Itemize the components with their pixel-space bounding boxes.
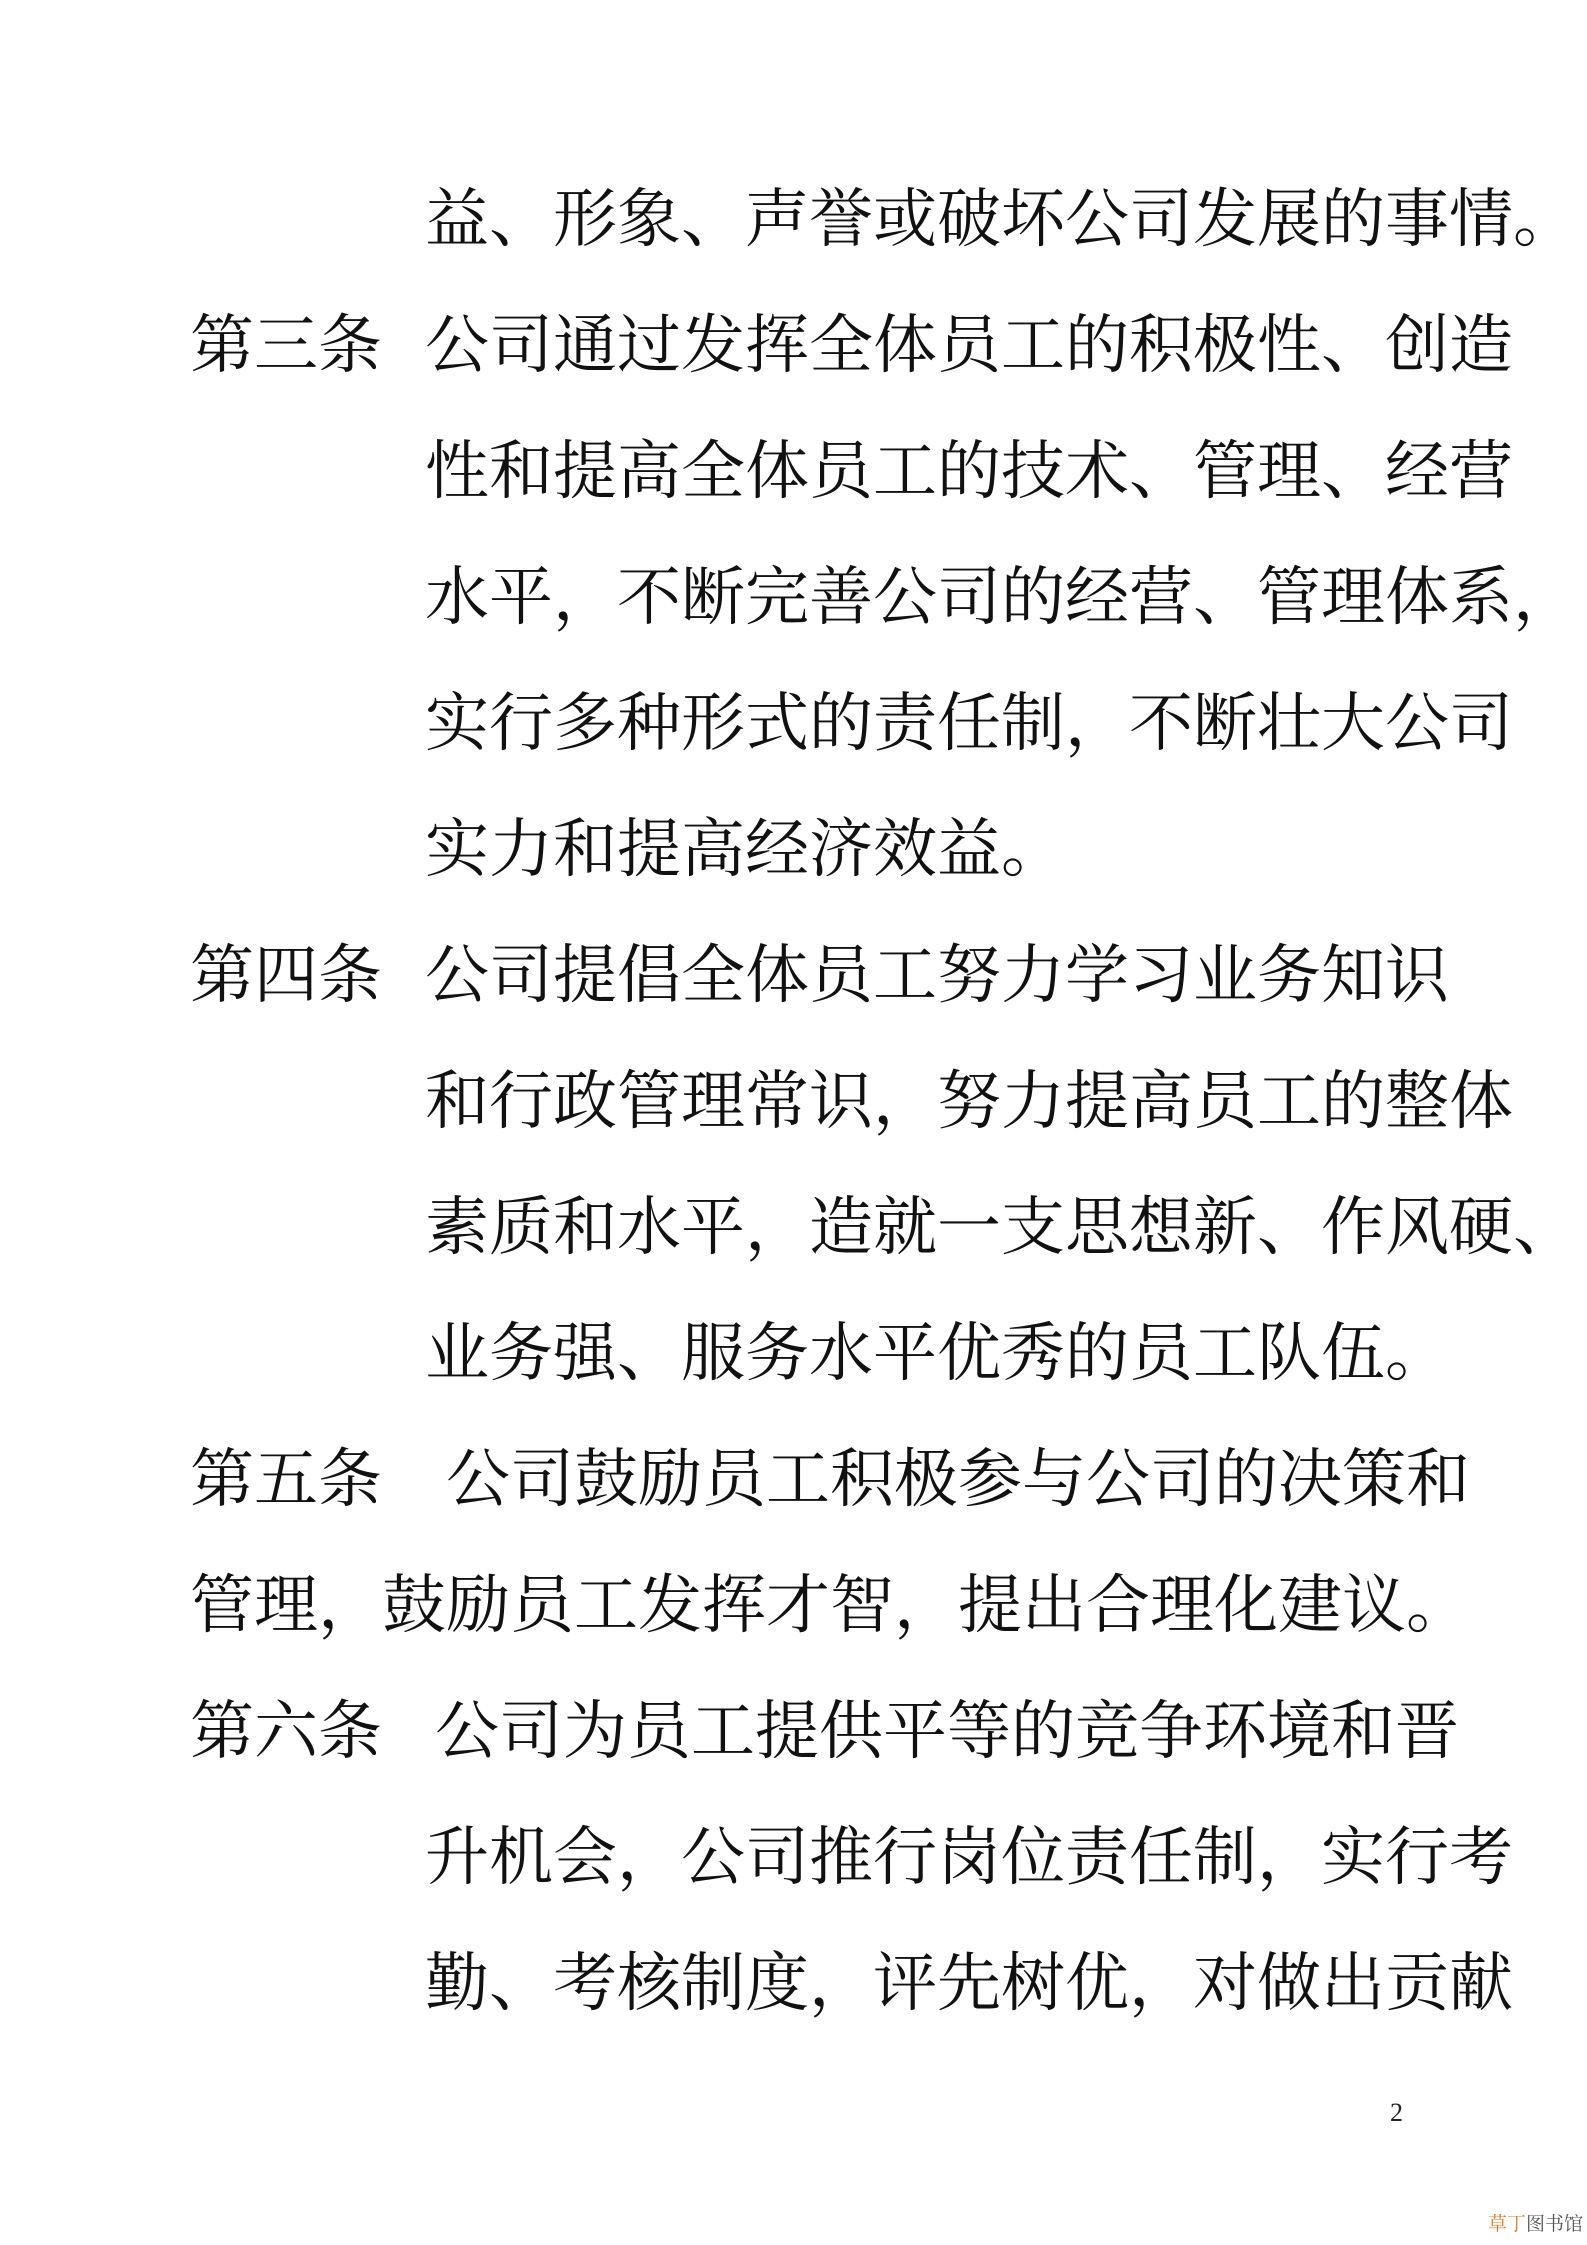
text-line-3: 性和提高全体员工的技术、管理、经营 [425,435,1513,509]
text-line-14: 升机会，公司推行岗位责任制，实行考 [425,1821,1513,1895]
text-line-15: 勤、考核制度，评先树优，对做出贡献 [425,1947,1513,2021]
text-line-7: 公司提倡全体员工努力学习业务知识 [425,939,1449,1013]
text-line-4: 水平，不断完善公司的经营、管理体系， [425,561,1577,635]
text-line-5: 实行多种形式的责任制，不断壮大公司 [425,687,1513,761]
article-label-3: 第三条 [190,309,382,383]
watermark-rest: 图书馆 [1526,2213,1584,2235]
text-line-2: 公司通过发挥全体员工的积极性、创造 [425,309,1513,383]
text-line-11: 第五条 公司鼓励员工积极参与公司的决策和 [190,1443,1470,1517]
text-line-6: 实力和提高经济效益。 [425,813,1065,887]
text-line-12: 管理，鼓励员工发挥才智，提出合理化建议。 [190,1569,1470,1643]
page-number: 2 [1390,2098,1403,2127]
article-label-6: 第六条 [190,1695,382,1769]
text-line-8: 和行政管理常识，努力提高员工的整体 [425,1065,1513,1139]
article-label-4: 第四条 [190,939,382,1013]
watermark-accent: 草丁 [1488,2213,1527,2235]
text-line-10: 业务强、服务水平优秀的员工队伍。 [425,1317,1449,1391]
text-line-1: 益、形象、声誉或破坏公司发展的事情。 [425,183,1577,257]
watermark [1488,2213,1583,2235]
text-line-9: 素质和水平，造就一支思想新、作风硬、 [425,1191,1577,1265]
text-line-13: 公司为员工提供平等的竞争环境和晋 [435,1695,1459,1769]
